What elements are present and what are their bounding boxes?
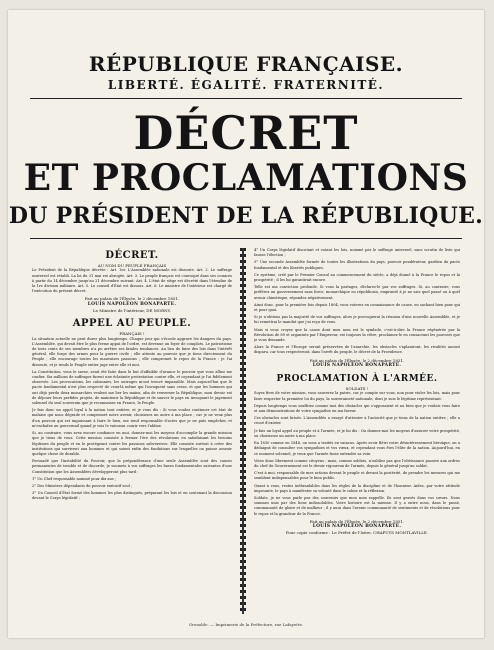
certified-copy: Pour copie conforme : Le Préfet de l'Isère, CHAPUYS MONTLAVILLE. — [285, 530, 429, 536]
army-paragraph: Quant à vous, restez inébranlables dans les règles de la discipline et de l'honneur. Aidez, par votre attitude imposante, le pays à manifester sa volonté dans le calme et la réflexion. — [254, 483, 460, 493]
army-paragraph: Soyez fiers de votre mission, vous sauverez la patrie, car je compte sur vous, non pour violer les lois, mais pour faire respecter la première loi du pays, la souveraineté nationale, dont je suis le légitime représentant. — [254, 391, 460, 401]
appeal-paragraph: Telle est ma conviction profonde. Si vous la partagez, déclarez-le par vos suffrages. Si, au contraire, vous préférez un gouvernement sans force, monarchique ou républicain, emprunté à je ne sais quel passé ou à quel avenir chimérique, répondez négativement. — [254, 285, 460, 300]
title-rule — [30, 238, 462, 239]
appeal-paragraph: Si je n'obtiens pas la majorité de vos suffrages, alors je provoquerai la réunion d'une nouvelle Assemblée, et je lui remettrai le mandat que j'ai reçu de vous. — [254, 315, 460, 325]
header-rule — [30, 98, 462, 99]
right-column — [254, 248, 460, 618]
appeal-paragraph: Si, au contraire, vous avez encore confiance en moi, donnez-moi les moyens d'accomplir la grande mission que je tiens de vous. Cette mission consiste à fermer l'ère des révolutions en satisfaisant les besoins légitimes du peuple et en le protégeant contre les passions subversives. Elle consiste surtout à créer des institutions qui survivent aux hommes et qui soient enfin des fondations sur lesquelles on puisse asseoir quelque chose de durable. — [32, 431, 232, 456]
appeal-item: 4° Un Corps législatif discutant et votant les lois, nommé par le suffrage universel, sans scrutin de liste qui fausse l'élection ; — [254, 248, 460, 258]
appeal-date: Fait au palais de l'Élysée, le 2 décembre 1851. — [309, 357, 405, 363]
proclamation-poster — [8, 10, 484, 638]
appeal-title: APPEL AU PEUPLE. — [72, 318, 192, 330]
decret-signature: LOUIS NAPOLÉON BONAPARTE. — [87, 301, 177, 307]
appeal-item: 2° Des Ministres dépendants du pouvoir exécutif seul ; — [32, 483, 133, 488]
army-paragraph: Je fais un loyal appel au peuple et à l'armée, et je lui dis : Ou donnez-moi les moyens d'assurer votre prospérité, ou choisissez un autre à ma place. — [254, 428, 460, 438]
appeal-paragraph: La Constitution, vous le savez, avait été faite dans le but d'affaiblir d'avance le pouvoir que vous alliez me confier. Six millions de suffrages furent une éclatante protestation contre elle, et cependant je l'ai fidèlement observée. Les provocations, les calomnies, les outrages m'ont trouvé impassible. Mais aujourd'hui que le pacte fondamental n'est plus respecté de ceux-là même qui l'invoquent sans cesse, et que les hommes qui ont déjà perdu deux monarchies veulent me lier les mains, afin de renverser la République, mon devoir est de déjouer leurs perfides projets, de maintenir la République et de sauver le pays en invoquant le jugement solennel du seul souverain que je reconnaisse en France, le Peuple. — [32, 369, 232, 406]
appeal-paragraph: Persuadé que l'instabilité du Pouvoir, que la prépondérance d'une seule Assemblée sont des causes permanentes de trouble et de discorde, je soumets à vos suffrages les bases fondamentales suivantes d'une Constitution que les Assemblées développeront plus tard : — [32, 459, 232, 474]
president-heading: DU PRÉSIDENT DE LA RÉPUBLIQUE. — [8, 203, 484, 229]
army-paragraph: Votez donc librement comme citoyens ; mais, comme soldats, n'oubliez pas que l'obéissance passive aux ordres du chef du Gouvernement est le devoir rigoureux de l'armée, depuis le général jusqu'au soldat. — [254, 458, 460, 468]
column-divider — [240, 248, 246, 614]
decret-heading: DÉCRET — [133, 106, 359, 160]
army-paragraph: C'est à moi, responsable de mes actions devant le peuple et devant la postérité, de prendre les mesures qui me semblent indispensables pour le bien public. — [254, 471, 460, 481]
appeal-paragraph: Ainsi donc, pour la première fois depuis 1804, vous voterez en connaissance de cause, en sachant bien pour qui et pour quoi. — [254, 302, 460, 313]
motto: LIBERTÉ. ÉGALITÉ. FRATERNITÉ. — [107, 78, 385, 92]
republic-heading: RÉPUBLIQUE FRANÇAISE. — [88, 52, 404, 76]
army-date: Fait au palais de l'Élysée, le 2 décembre 1851. — [309, 518, 405, 524]
decret-text: Le Président de la République décrète : Art. 1er. L'Assemblée nationale est dissoute. Art. 2. Le suffrage universel est rétabli. La loi du 31 mai est abrogée. Art. 3. Le peuple français est convoqué dans ses comices à partir du 14 décembre jusqu'au 21 décembre suivant. Art. 4. L'état de siège est décrété dans l'étendue de la 1re division militaire. Art. 5. Le conseil d'État est dissous. Art. 6. Le ministre de l'intérieur est chargé de l'exécution du présent décret. — [32, 268, 232, 294]
appeal-paragraph: Mais si vous croyez que la cause dont mon nom est le symbole, c'est-à-dire la France régénérée par la Révolution de 89 et organisée par l'Empereur, est toujours la vôtre, proclamez-le en consacrant les pouvoirs que je vous demande. — [254, 327, 460, 343]
appeal-item: 3° Un Conseil d'État formé des hommes les plus distingués, préparant les lois et en soutenant la discussion devant le Corps législatif ; — [32, 491, 232, 501]
proclamations-heading: ET PROCLAMATIONS — [23, 157, 469, 199]
army-paragraph: Depuis longtemps vous souffriez comme moi des obstacles qui s'opposaient et au bien que je voulais vous faire et aux démonstrations de votre sympathie en ma faveur. — [254, 403, 460, 414]
decret-title: DÉCRET. — [105, 250, 159, 261]
appeal-paragraph: Je fais donc un appel loyal à la nation tout entière, et je vous dis : Si vous voulez continuer cet état de malaise qui nous dégrade et compromet notre avenir, choisissez un autre à ma place ; car je ne veux plus d'un pouvoir qui est impuissant à faire le bien, me rend responsable d'actes que je ne puis empêcher, et m'enchaîne au gouvernail quand je vois le vaisseau courir vers l'abîme. — [32, 408, 232, 428]
appeal-paragraph: Ce système, créé par le Premier Consul au commencement du siècle, a déjà donné à la France le repos et la prospérité ; il les lui garantirait encore. — [254, 272, 460, 283]
decret-date: Fait au palais de l'Élysée, le 2 décembre 1851. — [84, 296, 180, 302]
appeal-paragraph: Alors la France et l'Europe seront préservées de l'anarchie, les obstacles s'aplaniront, les rivalités auront disparu, car tous respecteront, dans l'arrêt du peuple, le décret de la Providence. — [254, 345, 460, 355]
army-title: PROCLAMATION À L'ARMÉE. — [276, 374, 438, 385]
decret-subtitle: AU NOM DU PEUPLE FRANÇAIS — [97, 263, 167, 268]
appeal-signature: LOUIS NAPOLÉON BONAPARTE. — [312, 363, 402, 369]
army-signature: LOUIS NAPOLÉON BONAPARTE. — [312, 524, 402, 530]
army-paragraph: En 1830 comme en 1848, on vous a traités en vaincus. Après avoir flétri votre désintéressement héroïque, on a dédaigné de consulter vos sympathies et vos vœux, et cependant vous êtes l'élite de la nation. Aujourd'hui, en ce moment solennel, je veux que l'armée fasse entendre sa voix. — [254, 441, 460, 456]
appeal-paragraph: La situation actuelle ne peut durer plus longtemps. Chaque jour qui s'écoule aggrave les dangers du pays. L'Assemblée, qui devait être le plus ferme appui de l'ordre, est devenue un foyer de complots. Le patriotisme de trois cents de ses membres n'a pu arrêter ses fatales tendances. Au lieu de faire des lois dans l'intérêt général, elle forge des armes pour la guerre civile ; elle attente au pouvoir que je tiens directement du Peuple ; elle encourage toutes les mauvaises passions ; elle compromet le repos de la France : je l'ai dissoute, et je rends le Peuple entier juge entre elle et moi. — [32, 336, 232, 367]
appeal-subtitle: FRANÇAIS ! — [119, 331, 145, 337]
text-columns — [32, 248, 462, 618]
army-paragraph: Soldats, je ne vous parle pas des souvenirs que mon nom rappelle. Ils sont gravés dans vos cœurs. Nous sommes unis par des liens indissolubles. Votre histoire est la mienne. Il y a entre nous, dans le passé, communauté de gloire et de malheur ; il y aura dans l'avenir communauté de sentiments et de résolutions pour le repos et la grandeur de la France. — [254, 495, 460, 516]
left-column — [32, 248, 232, 618]
army-paragraph: Ces obstacles sont brisés. L'Assemblée a essayé d'attenter à l'autorité que je tiens de la nation entière ; elle a cessé d'exister. — [254, 416, 460, 426]
appeal-item: 5° Une seconde Assemblée formée de toutes les illustrations du pays, pouvoir pondérateur, gardien du pacte fondamental et des libertés publiques. — [254, 260, 460, 270]
appeal-item: 1° Un Chef responsable nommé pour dix ans ; — [32, 476, 117, 481]
army-subtitle: SOLDATS ! — [345, 386, 369, 392]
decret-minister: Le Ministre de l'intérieur, DE MORNY. — [93, 307, 171, 313]
printer-footer: Grenoble. — Imprimerie de la Préfecture, rue Lafayette. — [188, 622, 304, 627]
